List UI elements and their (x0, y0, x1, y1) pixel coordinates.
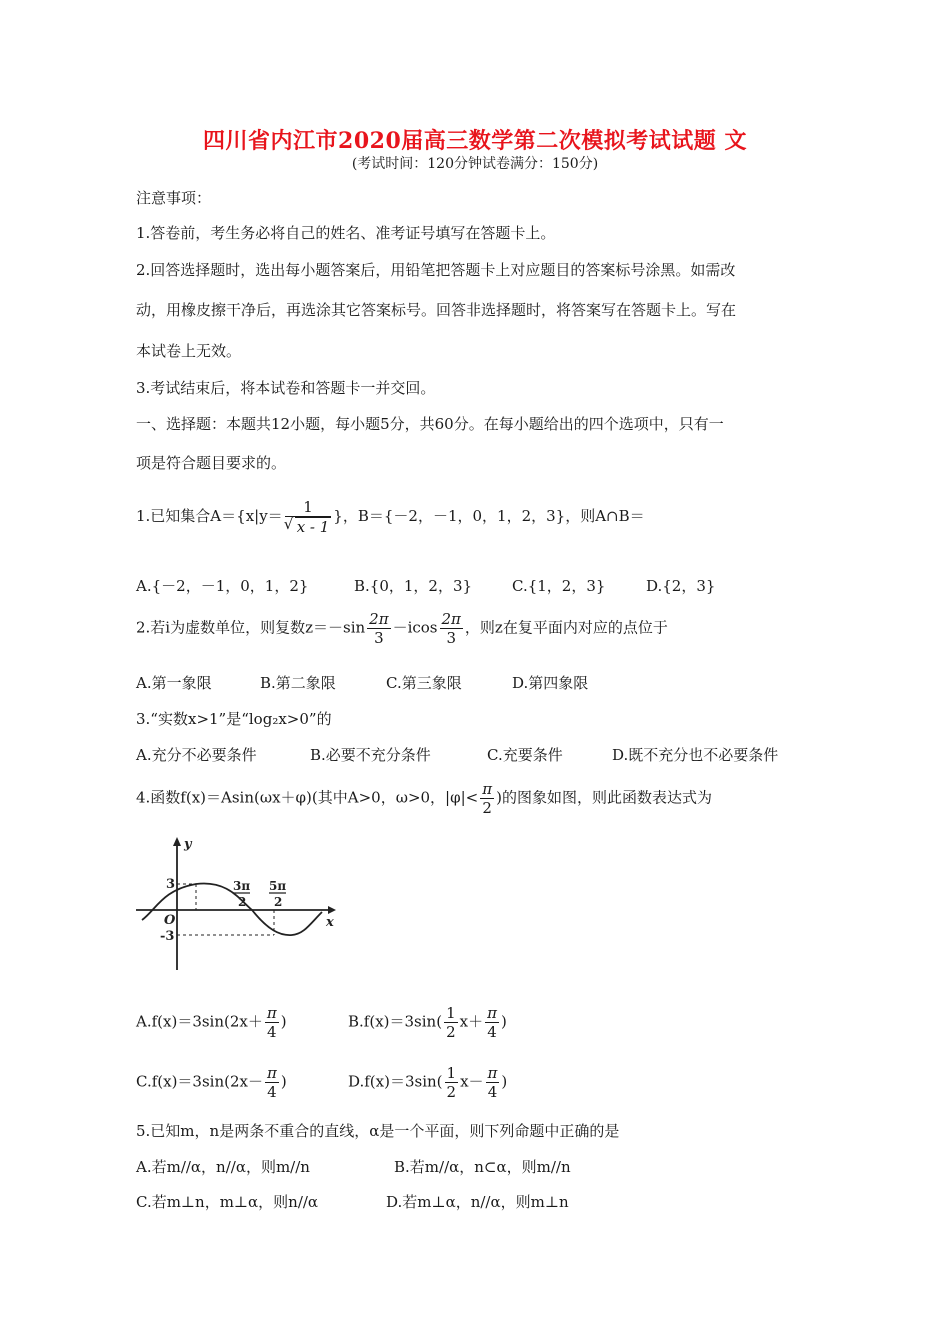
q2-frac2-num: 2π (441, 610, 461, 628)
q4-option-c (136, 1064, 287, 1101)
q4-b-close: ) (500, 1012, 507, 1031)
x-axis-label: x (326, 915, 334, 930)
q4-c-text: C.f(x)＝3sin(2x－ (136, 1072, 263, 1091)
q2-option-c: C.第三象限 (386, 674, 462, 692)
q2-frac2-den: 3 (446, 629, 456, 647)
question-3: 3.“实数x>1”是“log₂x>0”的 (136, 710, 332, 728)
tick-label-max: 3 (166, 877, 176, 892)
notice-item-2-line-2: 动，用橡皮擦干净后，再选涂其它答案标号。回答非选择题时，将答案写在答题卡上。写在 (136, 301, 737, 319)
q4-stem-pre: 4.函数f(x)＝Asin(ωx＋φ)(其中A>0，ω>0，|φ|< (136, 788, 479, 807)
q1-stem-pre: 1.已知集合A＝{x|y＝ (136, 507, 283, 525)
q5-option-d: D.若m⊥α，n//α，则m⊥n (386, 1193, 569, 1211)
q2-frac1-num: 2π (369, 610, 389, 628)
exam-info: (考试时间：120分钟试卷满分：150分) (351, 156, 599, 172)
q4-a-fraction (265, 1004, 279, 1041)
section-heading-line-2: 项是符合题目要求的。 (136, 454, 287, 472)
y-axis-label: y (184, 837, 192, 852)
q1-option-a: A.{－2，－1，0，1，2} (136, 577, 309, 595)
q4-c-close: ) (280, 1072, 287, 1091)
q4-option-b (348, 1004, 507, 1041)
tick-5pi-den: 2 (274, 895, 283, 909)
q2-option-a: A.第一象限 (136, 674, 212, 692)
question-4 (136, 780, 712, 817)
q4-d-fraction (486, 1064, 500, 1101)
q4-option-a (136, 1004, 287, 1041)
q2-option-b: B.第二象限 (260, 674, 336, 692)
q4-d-frac-den: 4 (487, 1083, 498, 1101)
sine-graph (132, 832, 344, 972)
question-5: 5.已知m，n是两条不重合的直线，α是一个平面，则下列命题中正确的是 (136, 1122, 620, 1140)
q1-fraction (285, 498, 332, 536)
q1-option-c: C.{1，2，3} (512, 577, 606, 595)
q4-option-d (348, 1064, 507, 1101)
q2-stem-pre: 2.若i为虚数单位，则复数z＝－sin (136, 618, 366, 637)
q1-option-d: D.{2，3} (646, 577, 716, 595)
q4-a-frac-num: π (266, 1004, 277, 1022)
q2-stem-mid: －icos (392, 618, 438, 637)
q4-c-fraction (265, 1064, 279, 1101)
q3-option-a: A.充分不必要条件 (136, 746, 257, 764)
q5-option-c: C.若m⊥n，m⊥α，则n//α (136, 1193, 319, 1211)
q1-option-b: B.{0，1，2，3} (354, 577, 473, 595)
q4-c-frac-den: 4 (267, 1083, 277, 1101)
q4-d-close: ) (501, 1072, 508, 1091)
q2-fraction-1 (367, 610, 390, 647)
q4-stem-post: )的图象如图，则此函数表达式为 (496, 788, 712, 807)
q2-stem-post: ，则z在复平面内对应的点位于 (464, 618, 668, 637)
question-1 (136, 498, 645, 536)
q4-c-frac-num: π (266, 1064, 277, 1082)
notice-heading: 注意事项： (136, 189, 212, 207)
q3-option-d: D.既不充分也不必要条件 (612, 746, 779, 764)
q4-b-fraction (485, 1004, 499, 1041)
tick-5pi-num: 5π (269, 879, 287, 893)
q4-a-text: A.f(x)＝3sin(2x＋ (136, 1012, 263, 1031)
q4-frac-den: 2 (482, 799, 492, 817)
q2-option-d: D.第四象限 (512, 674, 589, 692)
q3-option-c: C.充要条件 (487, 746, 563, 764)
q5-option-a: A.若m//α，n//α，则m//n (136, 1158, 310, 1176)
q4-d-x: x－ (460, 1072, 484, 1091)
notice-item-2-line-3: 本试卷上无效。 (136, 342, 242, 360)
q4-b-half (444, 1004, 458, 1041)
origin-label: O (164, 913, 176, 928)
document-title: 四川省内江市2020届高三数学第二次模拟考试试题 文 (203, 128, 747, 154)
tick-3pi-den: 2 (238, 895, 247, 909)
q1-radicand: √ x - 1 (295, 517, 332, 536)
question-2 (136, 610, 668, 647)
q4-d-half (445, 1064, 459, 1101)
q4-b-half-den: 2 (446, 1023, 456, 1041)
q2-frac1-den: 3 (374, 629, 384, 647)
tick-label-min: -3 (160, 929, 175, 944)
q4-a-close: ) (280, 1012, 287, 1031)
y-axis-arrow-icon (173, 837, 181, 846)
q4-fraction (480, 780, 494, 817)
q4-frac-num: π (482, 780, 493, 798)
q4-d-half-den: 2 (446, 1083, 457, 1101)
notice-item-2-line-1: 2.回答选择题时，选出每小题答案后，用铅笔把答题卡上对应题目的答案标号涂黑。如需改 (136, 261, 736, 279)
q4-b-frac-den: 4 (487, 1023, 497, 1041)
q4-b-x: x＋ (459, 1012, 484, 1031)
notice-item-3: 3.考试结束后，将本试卷和答题卡一并交回。 (136, 379, 436, 397)
q3-option-b: B.必要不充分条件 (310, 746, 431, 764)
x-axis-arrow-icon (328, 906, 336, 914)
q1-stem-post: }，B＝{－2，－1，0，1，2，3}，则A∩B＝ (333, 507, 645, 525)
q1-frac-num: 1 (285, 498, 332, 517)
q4-a-frac-den: 4 (267, 1023, 277, 1041)
q4-b-text: B.f(x)＝3sin( (348, 1012, 443, 1031)
notice-item-1: 1.答卷前，考生务必将自己的姓名、准考证号填写在答题卡上。 (136, 224, 556, 242)
tick-3pi-num: 3π (233, 879, 251, 893)
q2-fraction-2 (440, 610, 463, 647)
section-heading-line-1: 一、选择题：本题共12小题，每小题5分，共60分。在每小题给出的四个选项中，只有一 (136, 415, 724, 433)
q5-option-b: B.若m//α，n⊂α，则m//n (394, 1158, 571, 1176)
q4-d-half-num: 1 (446, 1064, 457, 1082)
q4-b-half-num: 1 (446, 1004, 456, 1022)
q4-b-frac-num: π (487, 1004, 497, 1022)
q4-d-frac-num: π (487, 1064, 498, 1082)
q4-d-text: D.f(x)＝3sin( (348, 1072, 443, 1091)
